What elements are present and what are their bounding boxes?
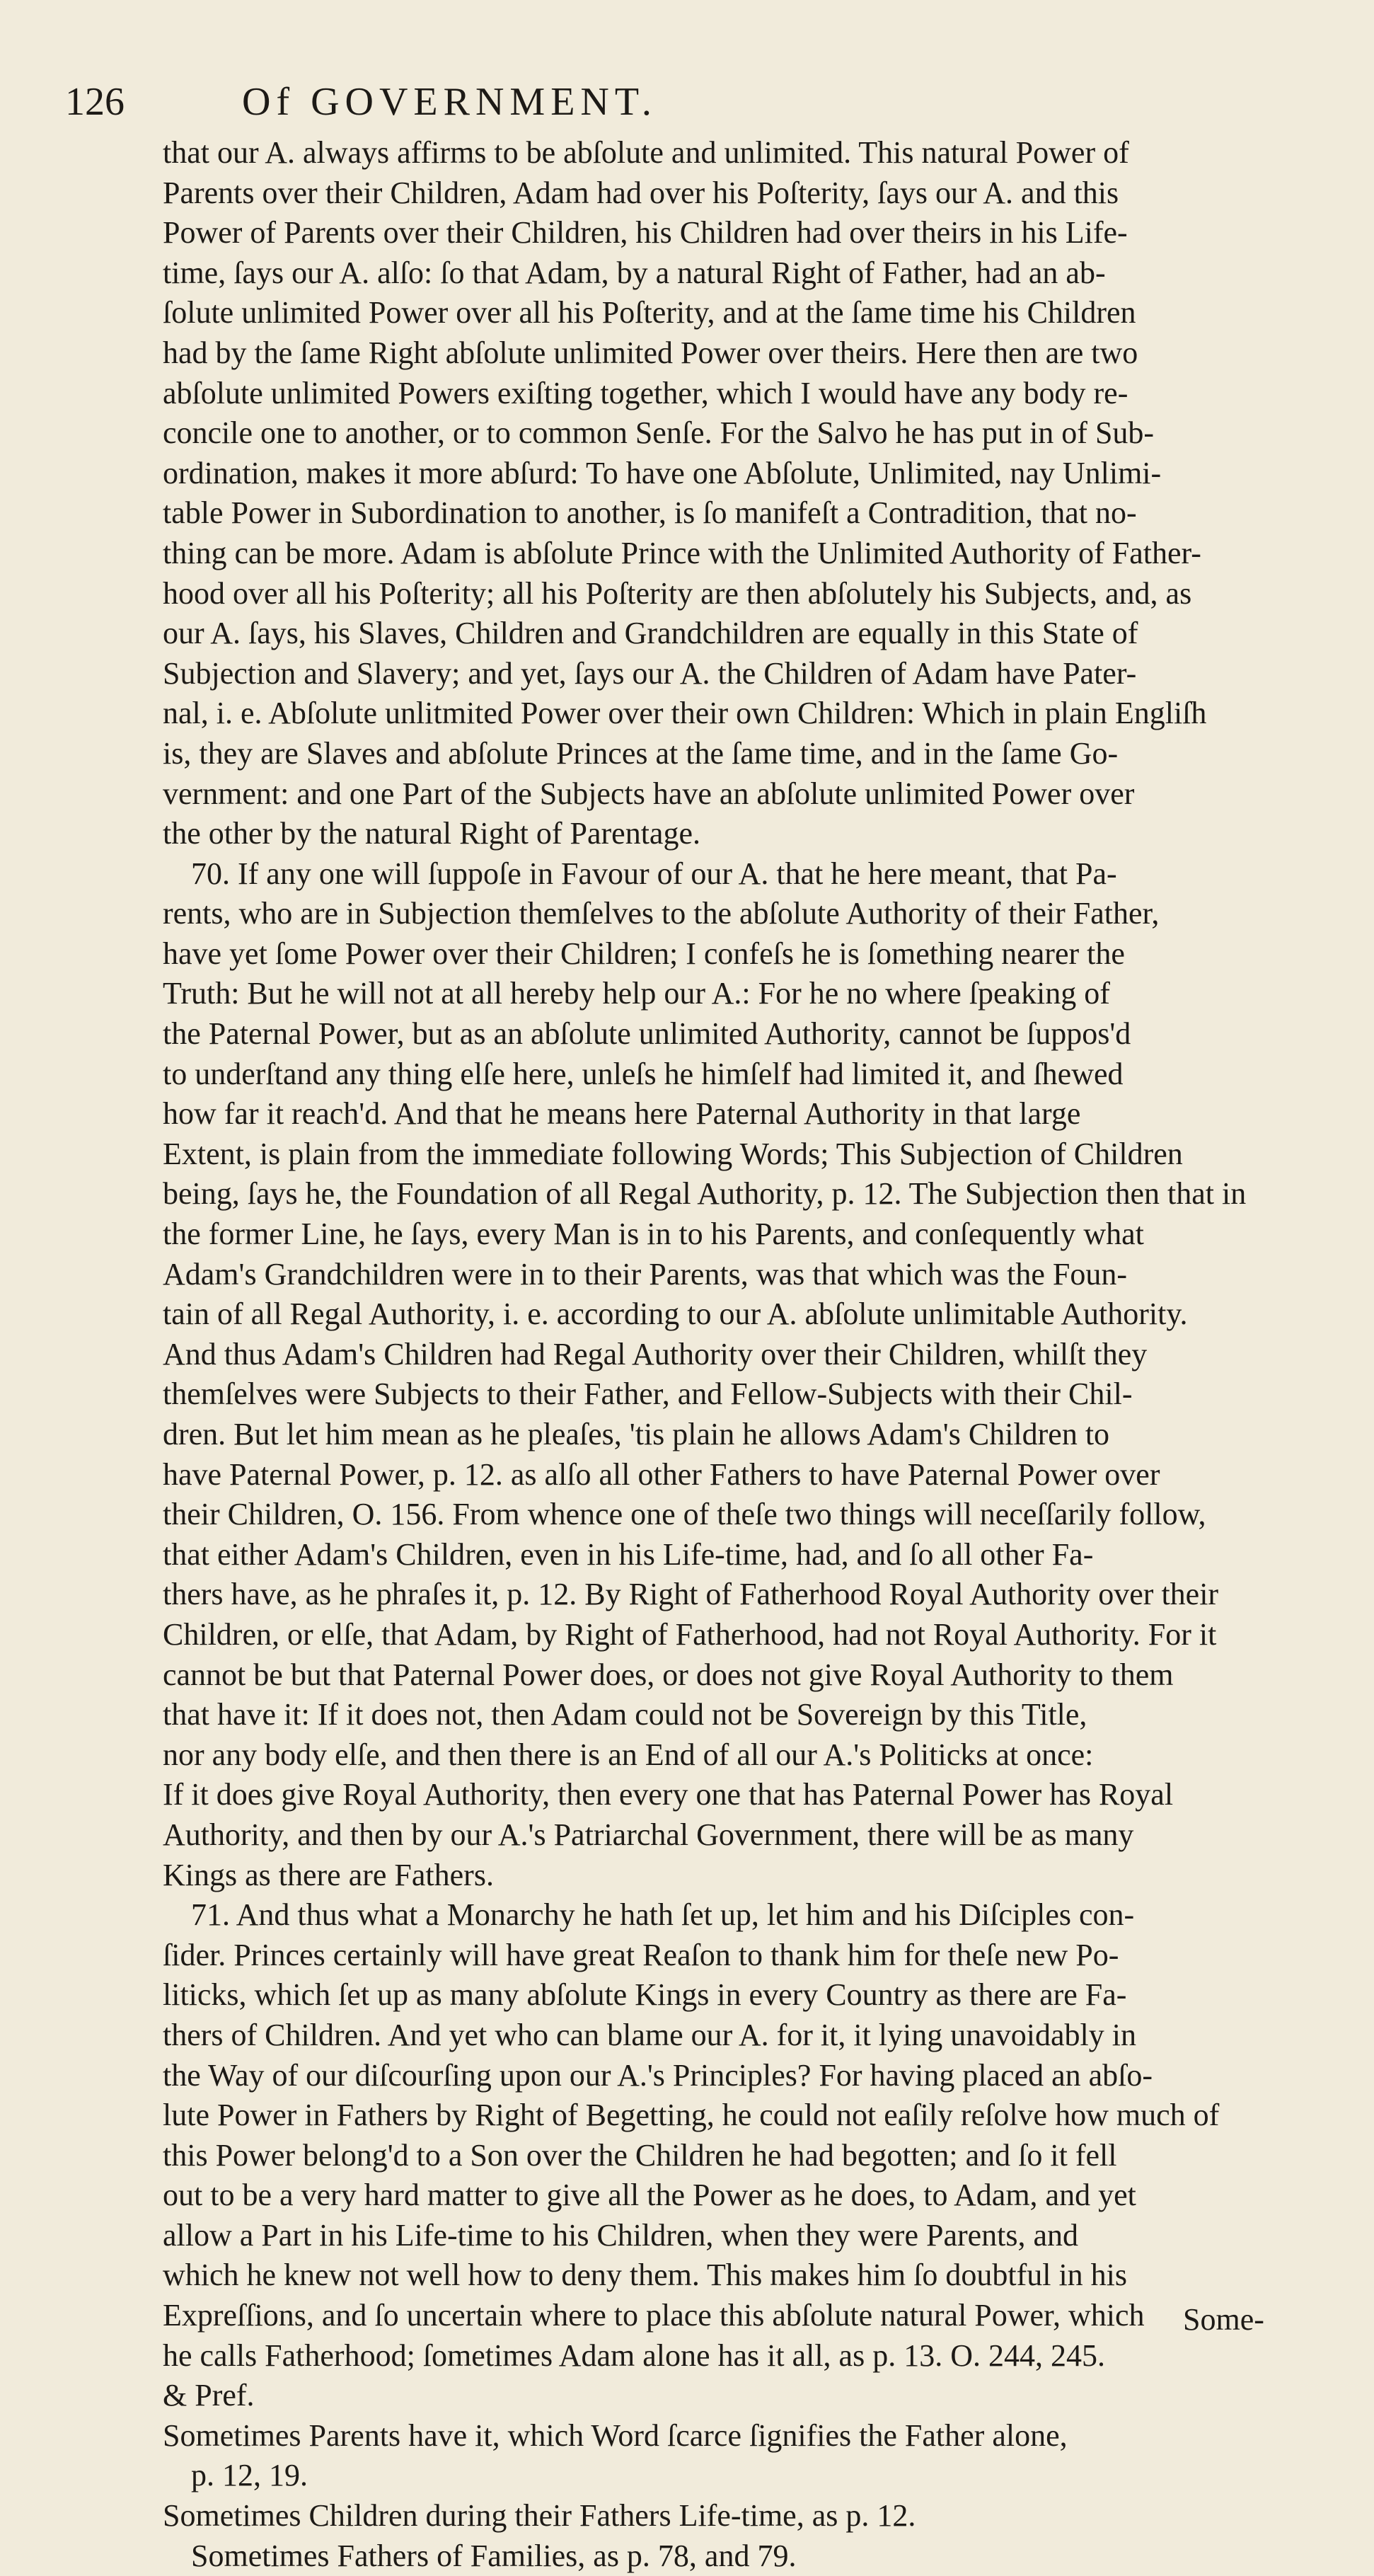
text-line: thing can be more. Adam is abſolute Prince with the Unlimited Authority of Father- [163,535,1201,570]
text-line: our A. ſays, his Slaves, Children and Grandchildren are equally in this State of [163,616,1138,651]
text-line: abſolute unlimited Powers exiſting together, which I would have any body re- [163,375,1128,410]
text-line: 71. And thus what a Monarchy he hath ſet up, let him and his Diſciples con- [191,1897,1135,1933]
text-line: table Power in Subordination to another, is ſo manifeſt a Contradition, that no- [163,495,1137,531]
text-line: 70. If any one will ſuppoſe in Favour of our A. that he here meant, that Pa- [191,856,1117,891]
text-line: out to be a very hard matter to give all the Power as he does, to Adam, and yet [163,2178,1136,2213]
text-line: cannot be but that Paternal Power does, or does not give Royal Authority to them [163,1657,1174,1692]
text-line: Authority, and then by our A.'s Patriarchal Government, there will be as many [163,1817,1134,1852]
text-line: Subjection and Slavery; and yet, ſays our A. the Children of Adam have Pater- [163,655,1137,691]
text-line: time, ſays our A. alſo: ſo that Adam, by a natural Right of Father, had an ab- [163,255,1106,290]
text-line: which he knew not well how to deny them. This makes him ſo doubtful in his [163,2258,1128,2293]
text-line: Truth: But he will not at all hereby help our A.: For he no where ſpeaking of [163,976,1110,1011]
text-line: their Children, O. 156. From whence one of theſe two things will neceſſarily follow, [163,1497,1206,1532]
text-line: concile one to another, or to common Senſe. For the Salvo he has put in of Sub- [163,415,1155,451]
page-number: 126 [65,80,125,124]
text-line: thers have, as he phraſes it, p. 12. By Right of Fatherhood Royal Authority over their [163,1577,1219,1612]
text-line: had by the ſame Right abſolute unlimited Power over theirs. Here then are two [163,335,1138,370]
running-title: Of GOVERNMENT. [242,80,657,124]
text-line: have Paternal Power, p. 12. as alſo all other Fathers to have Paternal Power over [163,1456,1160,1492]
text-line: to underſtand any thing elſe here, unleſs he himſelf had limited it, and ſhewed [163,1056,1124,1091]
text-line: lute Power in Fathers by Right of Begetting, he could not eaſily reſolve how much of [163,2098,1220,2133]
text-line: that either Adam's Children, even in his Life-time, had, and ſo all other Fa- [163,1536,1094,1572]
text-line: ordination, makes it more abſurd: To have one Abſolute, Unlimited, nay Unlimi- [163,455,1162,490]
text-line: Sometimes Fathers of Families, as p. 78, and 79. [191,2538,797,2573]
text-line: & Pref. [163,2378,255,2413]
text-line: hood over all his Poſterity; all his Poſterity are then abſolutely his Subjects, and, as [163,575,1192,611]
catchword: Some- [1183,2302,1264,2337]
text-line: If it does give Royal Authority, then every one that has Paternal Power has Royal [163,1777,1174,1812]
text-line: liticks, which ſet up as many abſolute Kings in every Country as there are Fa- [163,1977,1127,2013]
text-line: And thus Adam's Children had Regal Authority over their Children, whilſt they [163,1336,1148,1372]
text-line: the former Line, he ſays, every Man is in to his Parents, and conſequently what [163,1217,1144,1252]
text-line: nor any body elſe, and then there is an End of all our A.'s Politicks at once: [163,1737,1094,1772]
text-line: tain of all Regal Authority, i. e. according to our A. abſolute unlimitable Authority. [163,1296,1188,1332]
text-line: Kings as there are Fathers. [163,1857,494,1892]
text-line: that have it: If it does not, then Adam could not be Sovereign by this Title, [163,1697,1087,1732]
text-line: he calls Fatherhood; ſometimes Adam alone has it all, as p. 13. O. 244, 245. [163,2338,1105,2373]
text-line: rents, who are in Subjection themſelves to the abſolute Authority of their Father, [163,896,1160,931]
text-line: p. 12, 19. [191,2458,308,2493]
text-line: Adam's Grandchildren were in to their Parents, was that which was the Foun- [163,1256,1128,1292]
text-line: dren. But let him mean as he pleaſes, 'tis plain he allows Adam's Children to [163,1417,1110,1451]
text-line: ſider. Princes certainly will have great Reaſon to thank him for theſe new Po- [163,1937,1119,1972]
text-line: Sometimes Parents have it, which Word ſcarce ſignifies the Father alone, [163,2417,1068,2453]
text-line: Children, or elſe, that Adam, by Right of Fatherhood, had not Royal Authority. For it [163,1616,1217,1652]
text-line: being, ſays he, the Foundation of all Regal Authority, p. 12. The Subjection then that in [163,1176,1247,1212]
text-line: Expreſſions, and ſo uncertain where to place this abſolute natural Power, which [163,2298,1145,2333]
text-line: Parents over their Children, Adam had over his Poſterity, ſays our A. and this [163,175,1119,210]
text-line: nal, i. e. Abſolute unlitmited Power over their own Children: Which in plain Engliſh [163,696,1207,731]
text-line: vernment: and one Part of the Subjects have an abſolute unlimited Power over [163,776,1135,811]
text-line: that our A. always affirms to be abſolute and unlimited. This natural Power of [163,135,1129,170]
text-line: thers of Children. And yet who can blame our A. for it, it lying unavoidably in [163,2017,1136,2052]
text-line: how far it reach'd. And that he means here Paternal Authority in that large [163,1096,1081,1132]
text-line: this Power belong'd to a Son over the Children he had begotten; and ſo it fell [163,2137,1117,2173]
text-line: allow a Part in his Life-time to his Children, when they were Parents, and [163,2217,1079,2253]
text-line: themſelves were Subjects to their Father, and Fellow-Subjects with their Chil- [163,1376,1133,1412]
text-line: the other by the natural Right of Parentage. [163,816,700,851]
text-line: is, they are Slaves and abſolute Princes at the ſame time, and in the ſame Go- [163,735,1119,771]
text-line: Extent, is plain from the immediate following Words; This Subjection of Children [163,1136,1183,1171]
text-line: the Paternal Power, but as an abſolute unlimited Authority, cannot be ſuppos'd [163,1016,1131,1052]
text-line: have yet ſome Power over their Children; I confeſs he is ſomething nearer the [163,936,1125,971]
text-line: Sometimes Children during their Fathers Life-time, as p. 12. [163,2498,916,2534]
text-line: ſolute unlimited Power over all his Poſterity, and at the ſame time his Children [163,295,1136,330]
body-text [163,133,1263,2576]
running-head [65,76,1268,127]
text-line: Power of Parents over their Children, his Children had over theirs in his Life- [163,215,1128,251]
text-line: the Way of our diſcourſing upon our A.'s Principles? For having placed an abſo- [163,2057,1153,2093]
